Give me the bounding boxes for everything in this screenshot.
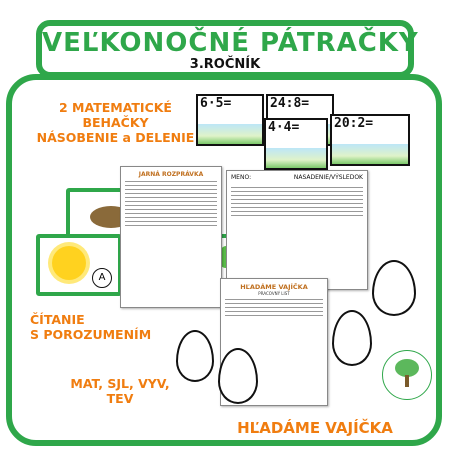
tree-trunk-icon [405,375,409,387]
worksheet-name-label: MENO: [231,174,252,181]
page-title: VEĽKONOČNÉ PÁTRAČKY [42,28,419,58]
math-card [264,118,328,170]
page-subtitle: 3.ROČNÍK [189,57,261,72]
math-label-line2: BEHAČKY [82,115,149,130]
picture-card-sun [36,234,122,296]
math-card-equation: 4·4= [268,120,300,135]
reading-label-line2: S POROZUMENÍM [30,327,152,342]
math-label [28,100,203,145]
logo-seal [382,350,432,400]
spring-strip [198,124,262,144]
math-label-line3: NÁSOBENIE a DELENIE [36,130,195,145]
spring-strip [266,148,326,168]
math-card-equation: 20:2= [334,116,374,131]
math-label-line1: 2 MATEMATICKÉ [59,100,172,115]
hunt-sheet-title: HĽADÁME VAJÍČKA [240,283,308,291]
subjects-label-line1: MAT, SJL, VYV, [70,376,170,391]
subjects-label-line2: TEV [106,391,134,406]
sun-icon [52,246,86,280]
math-card [196,94,264,146]
math-card-equation: 6·5= [200,96,232,111]
card-letter-badge: A [92,268,112,288]
math-card-equation: 24:8= [270,96,310,111]
worksheet-task-label: NASADENIE/VÝSLEDOK [293,174,363,181]
subjects-label [60,376,180,406]
hunt-sheet-subtitle: PRACOVNÝ LIST [258,291,290,296]
spring-strip [332,144,408,164]
reading-label [30,312,180,342]
math-card [330,114,410,166]
worksheet [226,170,368,290]
hunt-label: HĽADÁME VAJÍČKA [237,419,393,437]
reading-sheet [120,166,222,308]
reading-sheet-title: JARNÁ ROZPRÁVKA [138,171,204,178]
title-banner [36,20,419,78]
reading-label-line1: ČÍTANIE [30,312,85,327]
